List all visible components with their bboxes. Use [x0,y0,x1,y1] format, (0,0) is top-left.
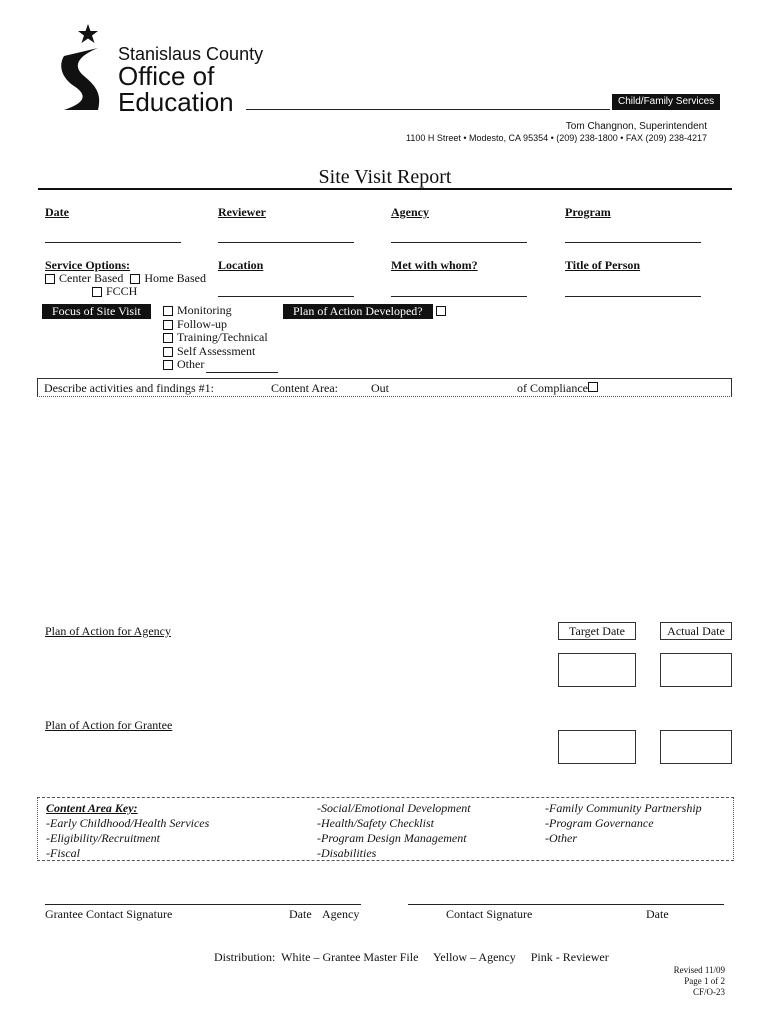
header-rule [246,109,610,110]
other-field[interactable] [206,358,278,373]
agency-actual-date-field[interactable] [660,653,732,687]
actual-date-header: Actual Date [660,622,732,640]
grantee-contact-signature-label: Grantee Contact Signature [45,907,173,921]
focus-option-training[interactable]: Training/Technical [163,331,278,345]
date-label: Date [45,205,69,219]
content-area-key [37,797,734,861]
other-checkbox[interactable] [163,360,173,370]
grantee-actual-date-field[interactable] [660,730,732,764]
logo-mark-icon [58,22,120,114]
focus-option-monitoring[interactable]: Monitoring [163,304,278,318]
key-title: Content Area Key: [46,801,138,815]
plan-grantee-label: Plan of Action for Grantee [45,718,173,732]
department-badge: Child/Family Services [612,94,720,110]
center-based-label: Center Based [59,271,124,285]
footer-revision [674,965,725,998]
key-item: -Other [545,831,577,845]
out-of-compliance-checkbox[interactable] [588,382,598,392]
signature-date-label-1: Date [289,907,312,921]
superintendent: Tom Changnon, Superintendent [565,121,707,132]
findings-text-area[interactable] [37,397,732,607]
distribution: Distribution: White – Grantee Master File Yellow – Agency Pink - Reviewer [214,950,609,964]
key-item: -Social/Emotional Development [317,801,471,815]
reviewer-field[interactable] [218,242,354,243]
title-of-person-label: Title of Person [565,258,641,272]
monitoring-checkbox[interactable] [163,306,173,316]
key-item: -Eligibility/Recruitment [46,831,160,845]
key-item: -Family Community Partnership [545,801,702,815]
fcch-label: FCCH [106,284,138,298]
findings-of-compliance: of Compliance [517,381,588,395]
logo [58,22,120,114]
home-based-checkbox[interactable] [130,274,140,284]
findings-describe: Describe activities and findings #1: [44,381,214,395]
follow-up-checkbox[interactable] [163,320,173,330]
plan-developed-label: Plan of Action Developed? [283,304,433,319]
location-label: Location [218,258,264,272]
program-label: Program [565,205,611,219]
plan-agency-label: Plan of Action for Agency [45,624,171,638]
grantee-signature-line[interactable] [45,904,361,905]
org-name-line2: Office of [118,61,215,91]
fcch-checkbox[interactable] [92,287,102,297]
findings-content-area: Content Area: [271,381,338,395]
focus-options [163,304,278,373]
address: 1100 H Street • Modesto, CA 95354 • (209) 238-1800 • FAX (209) 238-4217 [406,133,707,143]
service-options-label: Service Options: [45,258,130,272]
grantee-target-date-field[interactable] [558,730,636,764]
met-with-label: Met with whom? [391,258,478,272]
key-item: -Fiscal [46,846,80,860]
training-checkbox[interactable] [163,333,173,343]
self-assessment-checkbox[interactable] [163,347,173,357]
program-field[interactable] [565,242,701,243]
key-col1 [46,801,209,861]
agency-target-date-field[interactable] [558,653,636,687]
revised-text: Revised 11/09 [673,965,725,975]
home-based-label: Home Based [144,271,206,285]
service-options-row2 [92,284,137,299]
key-col3 [545,801,702,846]
org-name-line3: Education [118,87,234,117]
page-title: Site Visit Report [318,166,452,188]
key-item: -Program Governance [545,816,654,830]
target-date-header: Target Date [558,622,636,640]
signature-date-label-2: Date [646,907,669,921]
signature-agency-label: Agency [322,907,360,921]
agency-field[interactable] [391,242,527,243]
findings-header [37,378,732,397]
key-item: -Program Design Management [317,831,467,845]
plan-developed-checkbox[interactable] [436,306,446,316]
focus-option-other[interactable]: Other [163,358,278,373]
reviewer-label: Reviewer [218,205,266,219]
met-with-field[interactable] [391,296,527,297]
title-of-person-field[interactable] [565,296,701,297]
page-number: Page 1 of 2 [684,976,725,986]
focus-option-follow-up[interactable]: Follow-up [163,318,278,332]
date-field[interactable] [45,242,181,243]
key-item: -Early Childhood/Health Services [46,816,210,830]
contact-signature-line[interactable] [408,904,724,905]
form-code: CF/O-23 [692,987,725,997]
agency-label: Agency [391,205,429,219]
key-item: -Disabilities [317,846,377,860]
focus-label: Focus of Site Visit [42,304,151,319]
key-col2 [317,801,471,861]
contact-signature-label: Contact Signature [446,907,533,921]
focus-option-self-assessment[interactable]: Self Assessment [163,345,278,359]
center-based-checkbox[interactable] [45,274,55,284]
title-rule [38,188,732,190]
key-item: -Health/Safety Checklist [317,816,434,830]
location-field[interactable] [218,296,354,297]
findings-out: Out [371,381,389,395]
org-name-line1: Stanislaus County [118,44,264,64]
